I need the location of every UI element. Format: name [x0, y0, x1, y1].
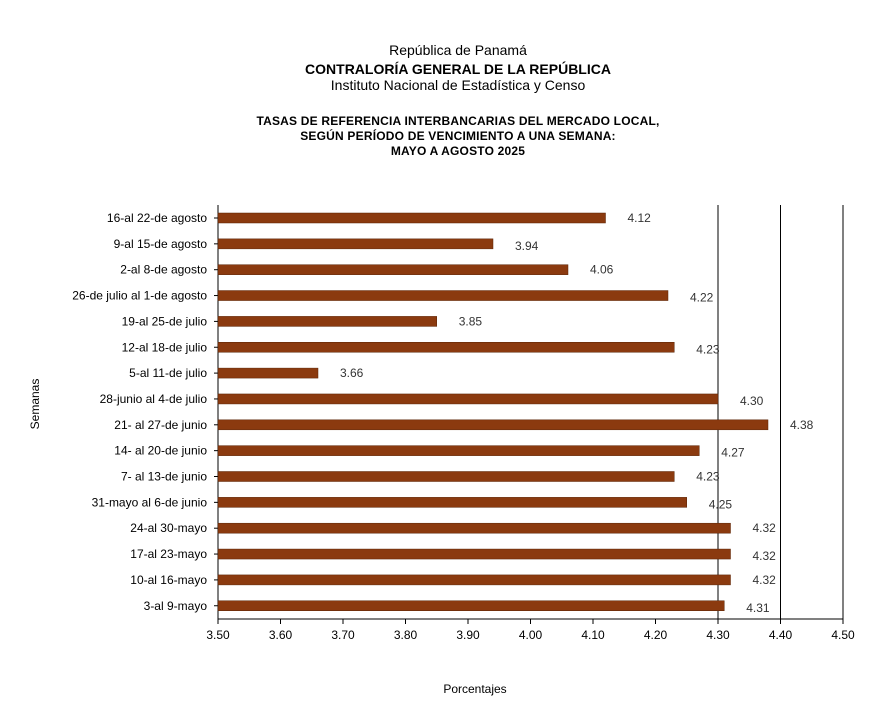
header-institute: Instituto Nacional de Estadística y Censo [330, 77, 586, 93]
value-label: 4.30 [740, 393, 764, 408]
x-tick-label: 4.10 [581, 628, 605, 642]
category-label: 12-al 18-de julio [121, 340, 207, 355]
category-label: 17-al 23-mayo [130, 547, 207, 562]
value-label: 4.32 [752, 572, 776, 587]
x-tick-label: 4.00 [518, 628, 543, 642]
x-axis-label: Porcentajes [443, 682, 507, 696]
x-tick-label: 3.90 [456, 628, 480, 642]
category-label: 9-al 15-de agosto [113, 236, 207, 251]
x-tick-label: 4.20 [643, 628, 668, 642]
value-label: 3.66 [340, 366, 364, 381]
x-tick-label: 3.50 [206, 628, 230, 642]
bar [218, 601, 724, 611]
x-tick-label: 3.80 [393, 628, 418, 642]
value-label: 4.32 [752, 549, 776, 564]
bar [218, 575, 731, 585]
x-tick-label: 4.30 [706, 628, 730, 642]
category-label: 24-al 30-mayo [130, 521, 207, 536]
bar [218, 394, 718, 404]
value-label: 4.23 [696, 342, 720, 357]
value-label: 4.38 [790, 417, 814, 432]
bar [218, 549, 731, 559]
x-tick-label: 3.60 [268, 628, 293, 642]
value-label: 4.23 [696, 469, 720, 484]
chart-title-line3: MAYO A AGOSTO 2025 [390, 144, 526, 158]
category-label: 7- al 13-de junio [120, 469, 207, 484]
header-institution: CONTRALORÍA GENERAL DE LA REPÚBLICA [305, 61, 611, 77]
category-label: 3-al 9-mayo [143, 598, 207, 613]
bar [218, 291, 668, 301]
bar [218, 316, 437, 326]
value-label: 4.06 [590, 262, 614, 277]
bar [218, 446, 699, 456]
category-label: 31-mayo al 6-de junio [91, 495, 207, 510]
category-label: 2-al 8-de agosto [120, 262, 207, 277]
bar [218, 472, 674, 482]
category-label: 26-de julio al 1-de agosto [72, 288, 207, 303]
category-label: 16-al 22-de agosto [106, 211, 207, 225]
x-tick-label: 4.40 [768, 628, 793, 642]
category-label: 28-junio al 4-de julio [99, 391, 207, 406]
value-label: 3.85 [458, 314, 483, 329]
bar [218, 420, 768, 430]
header-country: República de Panamá [389, 42, 527, 58]
bar [218, 213, 606, 223]
bar [218, 239, 493, 249]
bar [218, 265, 568, 275]
bar [218, 497, 687, 507]
category-label: 21- al 27-de junio [114, 417, 207, 432]
category-label: 14- al 20-de junio [114, 443, 207, 458]
category-label: 19-al 25-de julio [121, 314, 207, 329]
value-label: 4.27 [721, 445, 745, 460]
category-label: 5-al 11-de julio [129, 366, 207, 381]
y-axis-label: Semanas [28, 378, 42, 430]
x-tick-label: 3.70 [331, 628, 355, 642]
chart-title: TASAS DE REFERENCIA INTERBANCARIAS DEL MERCADO LOCAL, [256, 114, 660, 128]
bar [218, 523, 731, 533]
value-label: 4.22 [690, 290, 714, 305]
value-label: 3.94 [515, 238, 539, 253]
category-label: 10-al 16-mayo [130, 572, 207, 587]
value-label: 4.25 [708, 497, 733, 512]
bar [218, 342, 674, 352]
value-label: 4.12 [627, 211, 651, 225]
bar [218, 368, 318, 378]
chart-title-line2: SEGÚN PERÍODO DE VENCIMIENTO A UNA SEMANA: [300, 129, 616, 143]
value-label: 4.32 [752, 521, 776, 536]
x-tick-label: 4.50 [831, 628, 855, 642]
value-label: 4.31 [746, 600, 770, 615]
